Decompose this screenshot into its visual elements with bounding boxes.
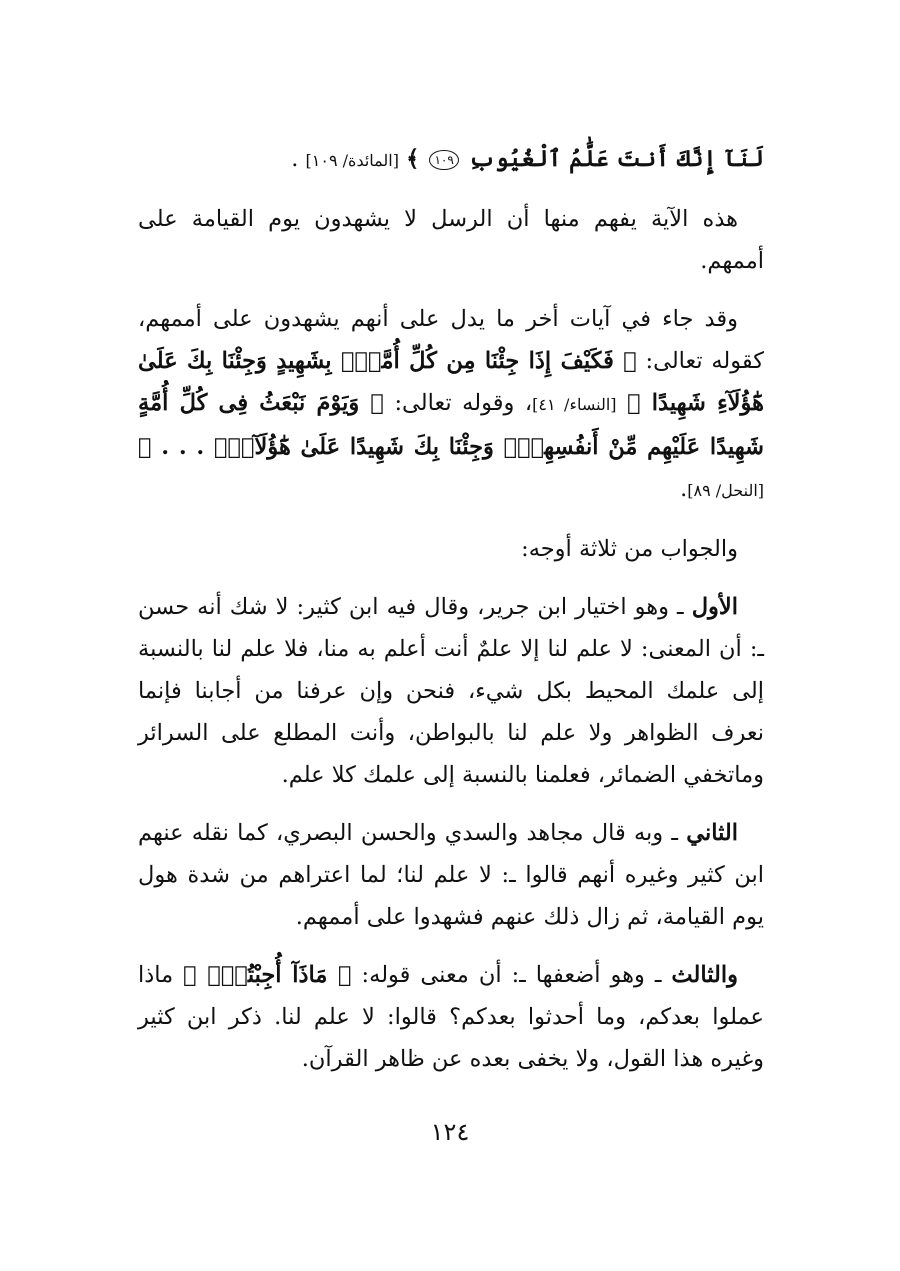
quran-verse-nisa: ﴿ فَكَيْفَ إِذَا جِئْنَا مِن كُلِّ أُمَّةٍۭ بِشَهِيدٍ وَجِئْنَا بِكَ عَلَىٰ هَٰٓؤُلَآءِ شَهِيدًا ﴾ xyxy=(138,348,764,416)
paragraph-first-answer xyxy=(138,586,764,796)
verse-close-bracket: ﴾ xyxy=(406,146,420,172)
verse-continuation-line xyxy=(138,138,764,182)
paragraph-mid: ، وقوله تعالى: xyxy=(394,390,533,416)
paragraph-text: هذه الآية يفهم منها أن الرسل لا يشهدون يوم القيامة على أممهم. xyxy=(138,206,764,274)
quran-verse: لَنَآ إِنَّكَ أَنتَ عَلَّٰمُ ٱلْغُيُوبِ xyxy=(468,146,764,172)
paragraph-text: ـ وبه قال مجاهد والسدي والحسن البصري، كما نقله عنهم ابن كثير وغيره أنهم قالوا ـ: لا علم لنا؛ لما اعتراهم من شدة هول يوم القيامة، ثم زال ذلك عنهم فشهدوا على أممهم. xyxy=(138,820,764,930)
verse-reference-nisa: [النساء/ ٤١] xyxy=(532,395,617,414)
paragraph-text: والجواب من ثلاثة أوجه: xyxy=(521,536,738,562)
paragraph-intro: وقد جاء في آيات أخر ما يدل على أنهم يشهدون على أممهم، كقوله تعالى: xyxy=(138,306,765,374)
quran-verse-nahl: ﴿ وَيَوْمَ نَبْعَثُ فِى كُلِّ أُمَّةٍ شَهِيدًا عَلَيْهِم مِّنْ أَنفُسِهِمْۖ وَجِئْنَا بِكَ شَهِيدًا عَلَىٰ هَٰٓؤُلَآءِۚ . . . ﴾ xyxy=(138,390,764,460)
paragraph-second-answer xyxy=(138,812,764,938)
paragraph-third-answer xyxy=(138,954,764,1080)
answer-lead-second: الثاني xyxy=(686,820,738,846)
quran-verse-maidah: ﴿ مَاذَآ أُجِبْتُمْۖ ﴾ xyxy=(183,962,352,988)
sentence-end: . xyxy=(291,146,299,172)
page-body xyxy=(138,138,764,1096)
answer-lead-third: والثالث xyxy=(671,962,738,988)
answer-lead-first: الأول xyxy=(691,594,738,620)
page-number: ١٢٤ xyxy=(430,1118,470,1146)
verse-reference: [المائدة/ ١٠٩] xyxy=(305,151,399,170)
paragraph-text: ـ وهو أضعفها ـ: أن معنى قوله: xyxy=(361,962,672,988)
paragraph-1 xyxy=(138,198,764,282)
paragraph-3 xyxy=(138,528,764,570)
paragraph-2 xyxy=(138,298,764,512)
sentence-end: . xyxy=(680,476,688,502)
verse-reference-nahl: [النحل/ ٨٩] xyxy=(687,481,764,500)
ayah-number-marker: ١٠٩ xyxy=(429,150,458,170)
paragraph-text: ـ وهو اختيار ابن جرير، وقال فيه ابن كثير: لا شك أنه حسن ـ: أن المعنى: لا علم لنا إلا علمٌ أنت أعلم به منا، فلا علم لنا بالنسبة إلى علمك المحيط بكل شيء، فنحن وإن عرفنا من أجابنا فإنما نعرف الظواهر ولا علم لنا بالبواطن، وأنت المطلع على السرائر وماتخفي الضمائر، فعلمنا بالنسبة إلى علمك كلا علم. xyxy=(138,594,764,788)
paragraph-text: ماذا عملوا بعدكم، وما أحدثوا بعدكم؟ قالوا: لا علم لنا. ذكر ابن كثير وغيره هذا القول، ولا يخفى بعده عن ظاهر القرآن. xyxy=(138,962,764,1072)
